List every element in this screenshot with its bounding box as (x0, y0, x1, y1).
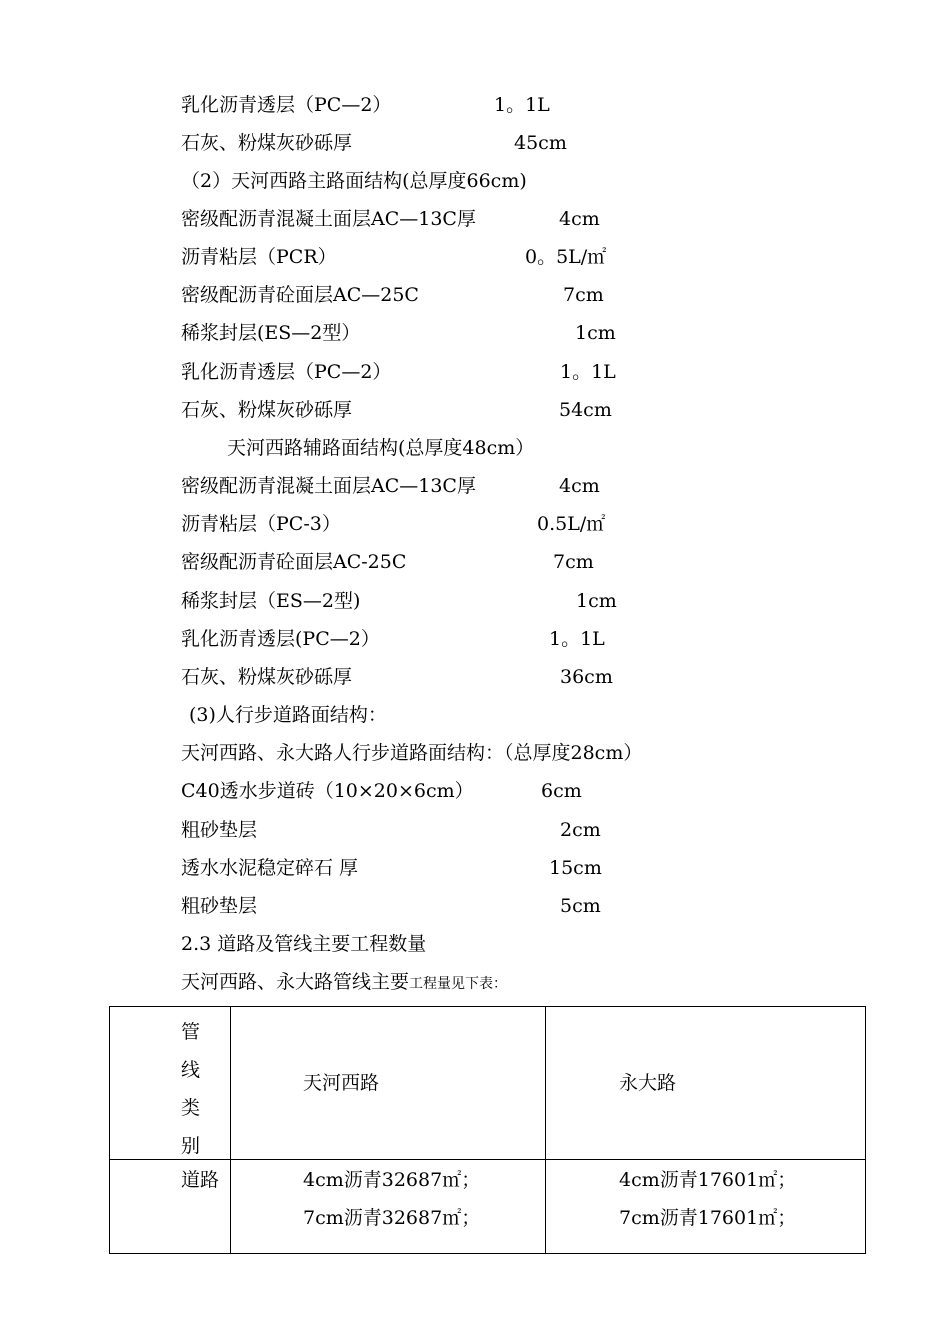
header-col2-cell (546, 1007, 866, 1160)
row-type: 道路 (181, 1169, 220, 1191)
structure-line: 石灰、粉煤灰砂砾厚 (181, 132, 353, 154)
structure-line: 密级配沥青砼面层AC—25C (181, 284, 419, 306)
structure-value: 54cm (559, 399, 612, 421)
structure-value: 7cm (553, 551, 594, 573)
table-header-row (110, 1007, 866, 1160)
structure-value: 1cm (575, 322, 616, 344)
structure-line: 乳化沥青透层（PC—2） (181, 94, 392, 116)
header-type-char: 类 (181, 1097, 201, 1119)
structure-line: 乳化沥青透层（PC—2） (181, 361, 392, 383)
row-col1-line: 4cm沥青32687㎡； (303, 1169, 481, 1191)
table-row (110, 1160, 866, 1254)
structure-value: 15cm (549, 857, 602, 879)
structure-line: 石灰、粉煤灰砂砾厚 (181, 666, 353, 688)
header-type-char: 别 (181, 1135, 201, 1157)
table-intro (181, 971, 507, 995)
structure-value: 1。1L (549, 628, 605, 650)
header-col2: 永大路 (619, 1072, 677, 1094)
structure-value: 1。1L (560, 361, 616, 383)
structure-value: 45cm (514, 132, 567, 154)
structure-value: 4cm (559, 475, 600, 497)
structure-line: C40透水步道砖（10×20×6cm） (181, 780, 474, 802)
structure-line: 密级配沥青混凝土面层AC—13C厚 (181, 208, 476, 230)
structure-value: 1cm (576, 590, 617, 612)
quantity-table (109, 1006, 866, 1254)
row-col1-cell (231, 1160, 546, 1254)
section-heading: 天河西路辅路面结构(总厚度48cm） (227, 437, 535, 459)
structure-value: 2cm (560, 819, 601, 841)
structure-line: 密级配沥青砼面层AC-25C (181, 551, 407, 573)
header-type-char: 线 (181, 1059, 201, 1081)
structure-line: 乳化沥青透层(PC—2） (181, 628, 380, 650)
structure-value: 1。1L (494, 94, 550, 116)
structure-line: 粗砂垫层 (181, 819, 258, 841)
structure-value: 5cm (560, 895, 601, 917)
row-col2-line: 7cm沥青17601㎡； (619, 1207, 797, 1229)
structure-line: 稀浆封层(ES—2型） (181, 322, 361, 344)
section-heading: （2）天河西路主路面结构(总厚度66cm) (181, 170, 527, 192)
row-col2-line: 4cm沥青17601㎡； (619, 1169, 797, 1191)
section-heading: (3)人行步道路面结构： (189, 704, 387, 726)
structure-line: 透水水泥稳定碎石 厚 (181, 857, 359, 879)
structure-line: 沥青粘层（PCR） (181, 246, 337, 268)
structure-line: 稀浆封层（ES—2型) (181, 590, 361, 612)
structure-value: 0。5L/㎡ (525, 246, 607, 268)
header-col1: 天河西路 (303, 1072, 380, 1094)
header-col1-cell (231, 1007, 546, 1160)
section-heading: 天河西路、永大路人行步道路面结构：（总厚度28cm） (181, 742, 643, 764)
structure-value: 7cm (563, 284, 604, 306)
header-type-cell (110, 1007, 231, 1160)
section-heading: 2.3 道路及管线主要工程数量 (181, 933, 427, 955)
row-col2-cell (546, 1160, 866, 1254)
structure-value: 36cm (560, 666, 613, 688)
structure-line: 密级配沥青混凝土面层AC—13C厚 (181, 475, 476, 497)
structure-value: 6cm (541, 780, 582, 802)
structure-line: 沥青粘层（PC-3） (181, 513, 341, 535)
structure-value: 4cm (559, 208, 600, 230)
table-intro-main: 天河西路、永大路管线主要 (181, 971, 410, 993)
structure-value: 0.5L/㎡ (537, 513, 606, 535)
header-type-char: 管 (181, 1021, 201, 1043)
row-col1-line: 7cm沥青32687㎡； (303, 1207, 481, 1229)
row-type-cell (110, 1160, 231, 1254)
table-intro-small: 工程量见下表： (409, 976, 508, 992)
structure-line: 石灰、粉煤灰砂砾厚 (181, 399, 353, 421)
structure-line: 粗砂垫层 (181, 895, 258, 917)
